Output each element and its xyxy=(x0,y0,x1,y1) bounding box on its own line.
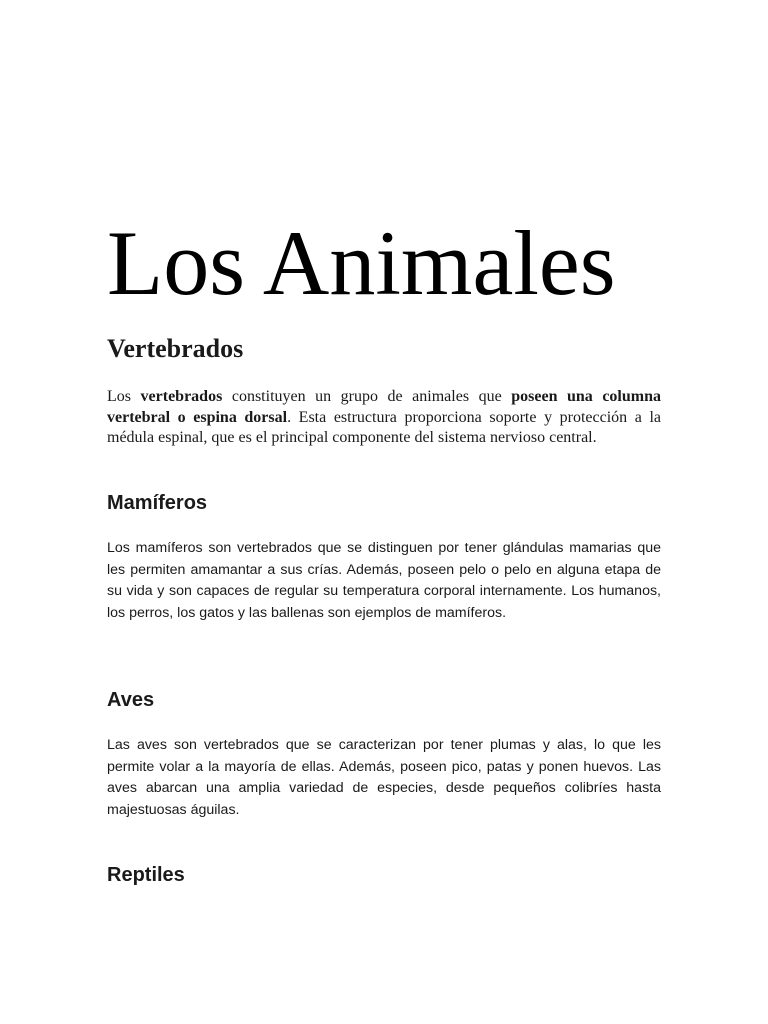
paragraph-text-middle: constituyen un grupo de animales que xyxy=(222,388,512,405)
heading-aves: Aves xyxy=(107,689,155,711)
paragraph-aves: Las aves son vertebrados que se caracterizan por tener plumas y alas, lo que les permite volar a la mayoría de ellas. Además, poseen pico, patas y ponen huevos. Las aves abarcan una amplia variedad de especies, desde pequeños colibríes hasta majestuosas águilas. xyxy=(107,737,661,818)
bold-term-vertebrados: vertebrados xyxy=(140,388,223,405)
bold-term-columna-vertebral: poseen una columna vertebral o espina dorsal xyxy=(107,388,662,426)
heading-mamiferos: Mamíferos xyxy=(107,492,208,514)
paragraph-mamiferos: Los mamíferos son vertebrados que se distinguen por tener glándulas mamarias que les permiten amamantar a sus crías. Además, poseen pelo o pelo en alguna etapa de su vida y son capaces de regular su temperatura corporal internamente. Los humanos, los perros, los gatos y las ballenas son ejemplos de mamíferos. xyxy=(107,540,661,621)
paragraph-text-end: . Esta estructura proporciona soporte y protección a la médula espinal, que es el principal componente del sistema nervioso central. xyxy=(107,408,662,446)
paragraph-text-start: Los xyxy=(107,388,141,405)
heading-vertebrados: Vertebrados xyxy=(107,334,244,363)
document-title: Los Animales xyxy=(107,212,616,314)
paragraph-vertebrados xyxy=(107,387,661,449)
heading-reptiles: Reptiles xyxy=(107,864,185,886)
